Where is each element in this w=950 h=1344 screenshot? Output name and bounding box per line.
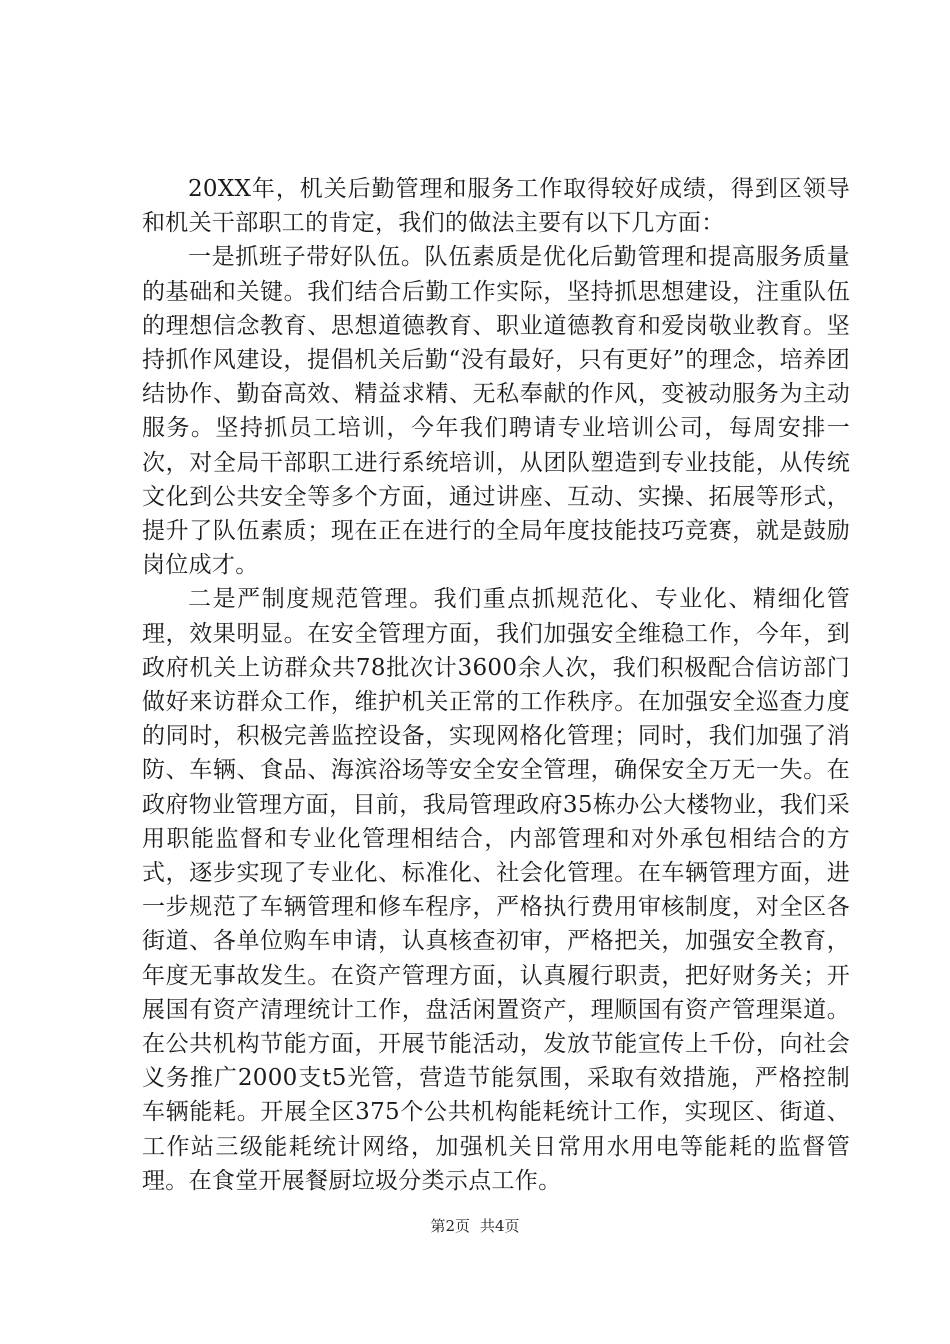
page-number: 第2页 [430,1217,470,1235]
paragraph-intro: 20XX年，机关后勤管理和服务工作取得较好成绩，得到区领导和机关干部职工的肯定，我们的做法主要有以下几方面： [142,176,850,237]
page-footer [0,1215,950,1236]
paragraph-management-rules: 二是严制度规范管理。我们重点抓规范化、专业化、精细化管理，效果明显。在安全管理方面，我们加强安全维稳工作，今年，到政府机关上访群众共78批次计3600余人次，我们积极配合信访部门做好来访群众工作，维护机关正常的工作秩序。在加强安全巡查力度的同时，积极完善监控设备，实现网格化管理；同时，我们加强了消防、车辆、食品、海滨浴场等安全安全管理，确保安全万无一失。在政府物业管理方面，目前，我局管理政府35栋办公大楼物业，我们采用职能监督和专业化管理相结合，内部管理和对外承包相结合的方式，逐步实现了专业化、标准化、社会化管理。在车辆管理方面，进一步规范了车辆管理和修车程序，严格执行费用审核制度，对全区各街道、各单位购车申请，认真核查初审，严格把关，加强安全教育，年度无事故发生。在资产管理方面，认真履行职责，把好财务关；开展国有资产清理统计工作，盘活闲置资产，理顺国有资产管理渠道。在公共机构节能方面，开展节能活动，发放节能宣传上千份，向社会义务推广2000支t5光管，营造节能氛围，采取有效措施，严格控制车辆能耗。开展全区375个公共机构能耗统计工作，实现区、街道、工作站三级能耗统计网络，加强机关日常用水用电等能耗的监督管理。在食堂开展餐厨垃圾分类示点工作。 [142,586,850,1194]
paragraph-team-building: 一是抓班子带好队伍。队伍素质是优化后勤管理和提高服务质量的基础和关键。我们结合后勤工作实际，坚持抓思想建设，注重队伍的理想信念教育、思想道德教育、职业道德教育和爱岗敬业教育。坚持抓作风建设，提倡机关后勤“没有最好，只有更好”的理念，培养团结协作、勤奋高效、精益求精、无私奉献的作风，变被动服务为主动服务。坚持抓员工培训，今年我们聘请专业培训公司，每周安排一次，对全局干部职工进行系统培训，从团队塑造到专业技能，从传统文化到公共安全等多个方面，通过讲座、互动、实操、拓展等形式，提升了队伍素质；现在正在进行的全局年度技能技巧竞赛，就是鼓励岗位成才。 [142,244,850,579]
document-body [142,172,850,1198]
page-total: 共4页 [480,1217,520,1235]
